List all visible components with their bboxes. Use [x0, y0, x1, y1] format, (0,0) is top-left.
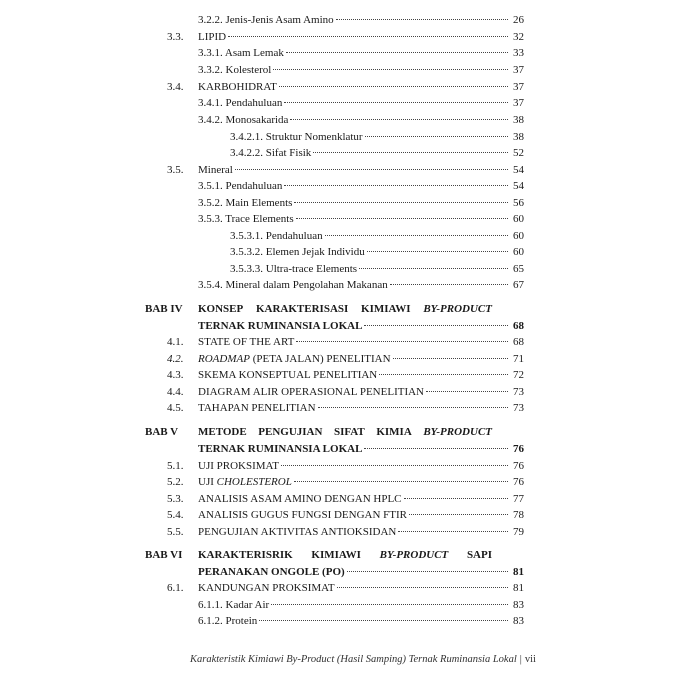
toc-entry-label: 3.5.2. Main Elements [198, 197, 293, 209]
toc-entry-number: 4.4. [167, 386, 184, 398]
toc-entry-label: 3.5.3.2. Elemen Jejak Individu [230, 246, 365, 258]
toc-entry-page: 83 [513, 599, 524, 611]
toc-entry [198, 401, 524, 415]
toc-entry-label: 3.4.2.2. Sifat Fisik [230, 147, 312, 159]
toc-entry-label: KARBOHIDRAT [198, 81, 277, 93]
leader-dots [318, 407, 508, 408]
leader-dots [367, 251, 508, 252]
toc-entry-label: 3.4.2. Monosakarida [198, 114, 289, 126]
toc-entry-number: 4.2. [167, 353, 184, 365]
toc-entry-page: 56 [513, 197, 524, 209]
chapter-title: TERNAK RUMINANSIA LOKAL [198, 320, 363, 332]
toc-entry-page: 78 [513, 509, 524, 521]
leader-dots [294, 202, 508, 203]
leader-dots [281, 465, 508, 466]
chapter-title-word: BY-PRODUCT [423, 303, 492, 315]
leader-dots [228, 36, 508, 37]
chapter-title-word: KIMIAWI [311, 549, 361, 561]
toc-entry-label: 6.1.1. Kadar Air [198, 599, 270, 611]
toc-entry [198, 335, 524, 349]
toc-entry-number: 3.4. [167, 81, 184, 93]
toc-entry-page: 65 [513, 263, 524, 275]
toc-entry-page: 38 [513, 114, 524, 126]
toc-entry-label: TAHAPAN PENELITIAN [198, 402, 316, 414]
leader-dots [364, 448, 508, 449]
toc-entry-label: DIAGRAM ALIR OPERASIONAL PENELITIAN [198, 386, 424, 398]
toc-entry-label: UJI PROKSIMAT [198, 460, 279, 472]
toc-entry [230, 130, 524, 144]
toc-entry-page: 60 [513, 213, 524, 225]
chapter-entry [198, 442, 524, 456]
chapter-title-line [198, 302, 492, 316]
chapter-tag: BAB IV [145, 303, 183, 315]
toc-entry [198, 163, 524, 177]
toc-entry-number: 4.5. [167, 402, 184, 414]
toc-entry-label: 3.3.1. Asam Lemak [198, 47, 284, 59]
toc-entry-page: 76 [513, 476, 524, 488]
leader-dots [235, 169, 508, 170]
leader-dots [279, 86, 508, 87]
toc-entry [198, 614, 524, 628]
chapter-title-word: BY-PRODUCT [379, 549, 449, 561]
toc-entry-page: 37 [513, 81, 524, 93]
toc-entry-label: LIPID [198, 31, 227, 43]
toc-entry-label: SKEMA KONSEPTUAL PENELITIAN [198, 369, 378, 381]
toc-entry-page: 67 [513, 279, 524, 291]
toc-entry-label-italic: CHOLESTEROL [216, 476, 292, 488]
toc-entry-page: 68 [513, 336, 524, 348]
toc-entry [230, 146, 524, 160]
leader-dots [426, 391, 508, 392]
chapter-title: PERANAKAN ONGOLE (PO) [198, 566, 345, 578]
toc-entry-label: 3.5.3.1. Pendahuluan [230, 230, 323, 242]
footer-page-number: vii [524, 654, 536, 665]
toc-entry-label: Mineral [198, 164, 233, 176]
leader-dots [336, 19, 508, 20]
toc-entry-number: 5.5. [167, 526, 184, 538]
toc-entry-page: 77 [513, 493, 524, 505]
toc-entry-page: 32 [513, 31, 524, 43]
toc-entry [198, 352, 524, 366]
toc-entry [198, 196, 524, 210]
leader-dots [296, 218, 508, 219]
toc-entry-label [198, 352, 391, 366]
toc-entry [198, 179, 524, 193]
leader-dots [365, 136, 508, 137]
toc-entry [198, 63, 524, 77]
toc-entry-page: 52 [513, 147, 524, 159]
toc-entry-number: 6.1. [167, 582, 184, 594]
toc-entry-page: 73 [513, 402, 524, 414]
toc-entry [198, 385, 524, 399]
toc-entry-page: 60 [513, 230, 524, 242]
leader-dots [347, 571, 508, 572]
leader-dots [313, 152, 508, 153]
chapter-title: TERNAK RUMINANSIA LOKAL [198, 443, 363, 455]
toc-entry-label-rest: (PETA JALAN) PENELITIAN [249, 353, 391, 365]
toc-entry-page: 76 [513, 460, 524, 472]
leader-dots [379, 374, 508, 375]
toc-entry-page: 79 [513, 526, 524, 538]
chapter-tag: BAB VI [145, 549, 183, 561]
leader-dots [259, 620, 508, 621]
toc-entry [198, 13, 524, 27]
toc-entry-page: 83 [513, 615, 524, 627]
toc-entry [198, 278, 524, 292]
toc-entry-number: 3.5. [167, 164, 184, 176]
toc-entry-number: 5.3. [167, 493, 184, 505]
toc-entry [198, 525, 524, 539]
toc-entry [230, 262, 524, 276]
toc-entry-number: 3.3. [167, 31, 184, 43]
chapter-title-word: KARAKTERISASI [255, 303, 349, 315]
toc-entry [198, 212, 524, 226]
toc-entry-label: 3.4.1. Pendahuluan [198, 97, 283, 109]
toc-entry-label: ANALISIS GUGUS FUNGSI DENGAN FTIR [198, 509, 408, 521]
toc-entry-label: 3.5.4. Mineral dalam Pengolahan Makanan [198, 279, 388, 291]
leader-dots [404, 498, 508, 499]
toc-entry-label: 3.5.3.3. Ultra-trace Elements [230, 263, 358, 275]
toc-entry-label: 3.5.1. Pendahuluan [198, 180, 283, 192]
toc-entry [230, 245, 524, 259]
chapter-page: 76 [513, 443, 524, 455]
toc-entry-number: 5.2. [167, 476, 184, 488]
leader-dots [284, 102, 508, 103]
toc-entry-number: 5.4. [167, 509, 184, 521]
toc-entry [198, 475, 524, 489]
toc-entry [198, 368, 524, 382]
toc-entry [198, 80, 524, 94]
toc-entry-label: 3.5.3. Trace Elements [198, 213, 294, 225]
toc-entry-page: 26 [513, 14, 524, 26]
chapter-page: 68 [513, 320, 524, 332]
toc-entry-label: 6.1.2. Protein [198, 615, 258, 627]
leader-dots [290, 119, 508, 120]
leader-dots [294, 481, 508, 482]
chapter-title-word: SIFAT [334, 426, 365, 438]
toc-entry-label: KANDUNGAN PROKSIMAT [198, 582, 335, 594]
toc-entry-number: 4.3. [167, 369, 184, 381]
toc-entry [198, 492, 524, 506]
toc-entry-label: 3.2.2. Jenis-Jenis Asam Amino [198, 14, 334, 26]
footer-separator: | [519, 654, 522, 665]
chapter-title-word: METODE [198, 426, 247, 438]
chapter-entry [198, 319, 524, 333]
toc-entry-page: 54 [513, 180, 524, 192]
toc-entry-label: 3.4.2.1. Struktur Nomenklatur [230, 131, 363, 143]
chapter-title-word: PENGUJIAN [258, 426, 323, 438]
footer-book-title: Karakteristik Kimiawi By-Product (Hasil Samping) Ternak Ruminansia Lokal [190, 654, 517, 665]
chapter-title-line [198, 425, 492, 439]
toc-entry-label [198, 475, 292, 489]
toc-entry [198, 459, 524, 473]
toc-entry-page: 37 [513, 64, 524, 76]
toc-entry [198, 508, 524, 522]
toc-entry-page: 33 [513, 47, 524, 59]
toc-entry [198, 30, 524, 44]
toc-entry-label-rest: UJI [198, 476, 217, 488]
toc-entry-label: 3.3.2. Kolesterol [198, 64, 272, 76]
leader-dots [390, 284, 508, 285]
leader-dots [409, 514, 508, 515]
leader-dots [296, 341, 508, 342]
leader-dots [284, 185, 508, 186]
toc-entry [198, 581, 524, 595]
leader-dots [273, 69, 508, 70]
toc-entry [230, 229, 524, 243]
chapter-title-word: SAPI [466, 549, 492, 561]
toc-entry-page: 72 [513, 369, 524, 381]
toc-entry-page: 38 [513, 131, 524, 143]
chapter-title-word: KIMIAWI [361, 303, 411, 315]
chapter-title-word: BY-PRODUCT [423, 426, 492, 438]
toc-entry [198, 598, 524, 612]
leader-dots [393, 358, 508, 359]
toc-entry-page: 60 [513, 246, 524, 258]
toc-entry-label: ANALISIS ASAM AMINO DENGAN HPLC [198, 493, 402, 505]
toc-entry-page: 81 [513, 582, 524, 594]
chapter-page: 81 [513, 566, 524, 578]
toc-entry-label-italic: ROADMAP [198, 353, 250, 365]
toc-entry [198, 113, 524, 127]
toc-entry-page: 73 [513, 386, 524, 398]
toc-entry-number: 4.1. [167, 336, 184, 348]
chapter-title-word: KIMIA [376, 426, 412, 438]
toc-entry-page: 37 [513, 97, 524, 109]
toc-entry-page: 54 [513, 164, 524, 176]
toc-entry [198, 46, 524, 60]
toc-entry-label: STATE OF THE ART [198, 336, 295, 348]
leader-dots [398, 531, 508, 532]
toc-entry-page: 71 [513, 353, 524, 365]
chapter-title-word: KONSEP [198, 303, 244, 315]
toc-entry-number: 5.1. [167, 460, 184, 472]
chapter-tag: BAB V [145, 426, 179, 438]
leader-dots [359, 268, 508, 269]
toc-entry [198, 96, 524, 110]
chapter-title-word: KARAKTERISRIK [198, 549, 293, 561]
page-footer [190, 654, 536, 665]
leader-dots [364, 325, 508, 326]
toc-entry-label: PENGUJIAN AKTIVITAS ANTIOKSIDAN [198, 526, 397, 538]
leader-dots [337, 587, 508, 588]
leader-dots [325, 235, 508, 236]
chapter-title-line [198, 548, 492, 562]
leader-dots [286, 52, 508, 53]
leader-dots [271, 604, 508, 605]
chapter-entry [198, 565, 524, 579]
